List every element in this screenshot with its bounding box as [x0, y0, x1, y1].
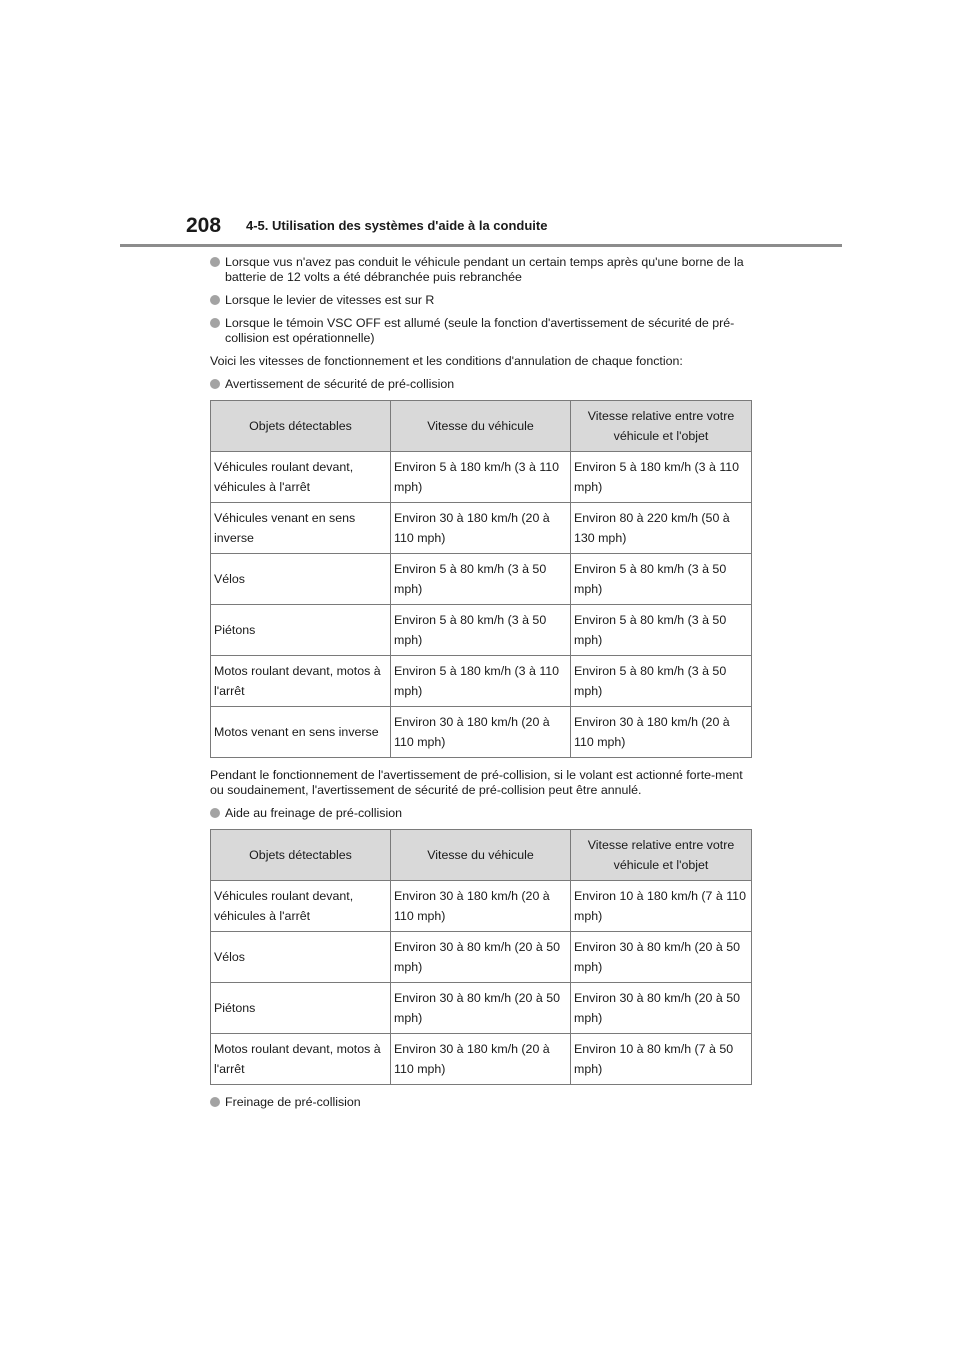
bullet-text: Lorsque vus n'avez pas conduit le véhicule pendant un certain temps après qu'une borne de la batterie de 12 volts a été débranchée puis rebranchée	[225, 255, 744, 284]
table-cell: Environ 30 à 180 km/h (20 à 110 mph)	[571, 707, 752, 758]
table-cell: Environ 30 à 80 km/h (20 à 50 mph)	[571, 932, 752, 983]
table-cell: Motos venant en sens inverse	[211, 707, 391, 758]
header-rule	[120, 244, 842, 247]
section-title: 4-5. Utilisation des systèmes d'aide à la conduite	[246, 218, 548, 233]
table-cell: Environ 5 à 180 km/h (3 à 110 mph)	[571, 452, 752, 503]
table-header-cell: Vitesse du véhicule	[391, 830, 571, 881]
bullet-item	[210, 255, 755, 285]
bullet-text: Avertissement de sécurité de pré-collision	[225, 377, 455, 391]
table-cell: Environ 5 à 80 km/h (3 à 50 mph)	[571, 605, 752, 656]
bullet-dot-icon	[210, 257, 220, 267]
bullet-dot-icon	[210, 1097, 220, 1107]
table-row	[211, 656, 752, 707]
table-cell: Environ 5 à 180 km/h (3 à 110 mph)	[391, 656, 571, 707]
table-cell: Piétons	[211, 983, 391, 1034]
page-number: 208	[186, 214, 222, 237]
table-cell: Environ 10 à 80 km/h (7 à 50 mph)	[571, 1034, 752, 1085]
section-bullet	[210, 377, 755, 392]
table-cell: Piétons	[211, 605, 391, 656]
table-header-row	[211, 401, 752, 452]
table-header-cell: Vitesse relative entre votre véhicule et l'objet	[571, 830, 752, 881]
table-cell: Environ 80 à 220 km/h (50 à 130 mph)	[571, 503, 752, 554]
table-cell: Environ 5 à 80 km/h (3 à 50 mph)	[391, 605, 571, 656]
bullet-dot-icon	[210, 808, 220, 818]
table-header-cell: Objets détectables	[211, 830, 391, 881]
bullet-text: Lorsque le levier de vitesses est sur R	[225, 293, 435, 307]
table-row	[211, 881, 752, 932]
table-cell: Environ 30 à 180 km/h (20 à 110 mph)	[391, 881, 571, 932]
table-cell: Environ 5 à 80 km/h (3 à 50 mph)	[571, 656, 752, 707]
table-cell: Vélos	[211, 932, 391, 983]
page-content	[210, 255, 755, 1118]
table-cell: Environ 30 à 80 km/h (20 à 50 mph)	[391, 932, 571, 983]
table-cell: Environ 5 à 80 km/h (3 à 50 mph)	[391, 554, 571, 605]
table-cell: Environ 30 à 180 km/h (20 à 110 mph)	[391, 1034, 571, 1085]
table-row	[211, 452, 752, 503]
table-row	[211, 554, 752, 605]
table-cell: Motos roulant devant, motos à l'arrêt	[211, 1034, 391, 1085]
table-cell: Véhicules venant en sens inverse	[211, 503, 391, 554]
table-cell: Environ 5 à 80 km/h (3 à 50 mph)	[571, 554, 752, 605]
bullet-text: Freinage de pré-collision	[225, 1095, 361, 1109]
bullet-text: Lorsque le témoin VSC OFF est allumé (seule la fonction d'avertissement de sécurité de pré-collision est opérationnelle)	[225, 316, 735, 345]
bullet-item	[210, 316, 755, 346]
table-header-cell: Objets détectables	[211, 401, 391, 452]
bullet-dot-icon	[210, 318, 220, 328]
table-cell: Véhicules roulant devant, véhicules à l'arrêt	[211, 881, 391, 932]
table-cell: Environ 30 à 80 km/h (20 à 50 mph)	[571, 983, 752, 1034]
table-row	[211, 707, 752, 758]
bullet-dot-icon	[210, 379, 220, 389]
table-header-cell: Vitesse relative entre votre véhicule et l'objet	[571, 401, 752, 452]
table-cell: Environ 30 à 180 km/h (20 à 110 mph)	[391, 503, 571, 554]
table-cell: Vélos	[211, 554, 391, 605]
table-row	[211, 983, 752, 1034]
section-bullet	[210, 806, 755, 821]
table-row	[211, 503, 752, 554]
intro-paragraph: Voici les vitesses de fonctionnement et les conditions d'annulation de chaque fonction:	[210, 354, 683, 368]
table-cell: Environ 30 à 80 km/h (20 à 50 mph)	[391, 983, 571, 1034]
table-header-row	[211, 830, 752, 881]
table-cell: Motos roulant devant, motos à l'arrêt	[211, 656, 391, 707]
warning-speed-table	[210, 400, 752, 758]
table-row	[211, 932, 752, 983]
table-row	[211, 605, 752, 656]
table-header-cell: Vitesse du véhicule	[391, 401, 571, 452]
bullet-dot-icon	[210, 295, 220, 305]
section-bullet	[210, 1095, 755, 1110]
table-cell: Environ 5 à 180 km/h (3 à 110 mph)	[391, 452, 571, 503]
table-row	[211, 1034, 752, 1085]
table-cell: Environ 30 à 180 km/h (20 à 110 mph)	[391, 707, 571, 758]
table-cell: Environ 10 à 180 km/h (7 à 110 mph)	[571, 881, 752, 932]
cancel-note: Pendant le fonctionnement de l'avertissement de pré-collision, si le volant est actionné forte-ment ou soudainement, l'avertissement de sécurité de pré-collision peut être annulé.	[210, 768, 743, 797]
brake-assist-speed-table	[210, 829, 752, 1085]
bullet-item	[210, 293, 755, 308]
bullet-text: Aide au freinage de pré-collision	[225, 806, 403, 820]
table-cell: Véhicules roulant devant, véhicules à l'arrêt	[211, 452, 391, 503]
